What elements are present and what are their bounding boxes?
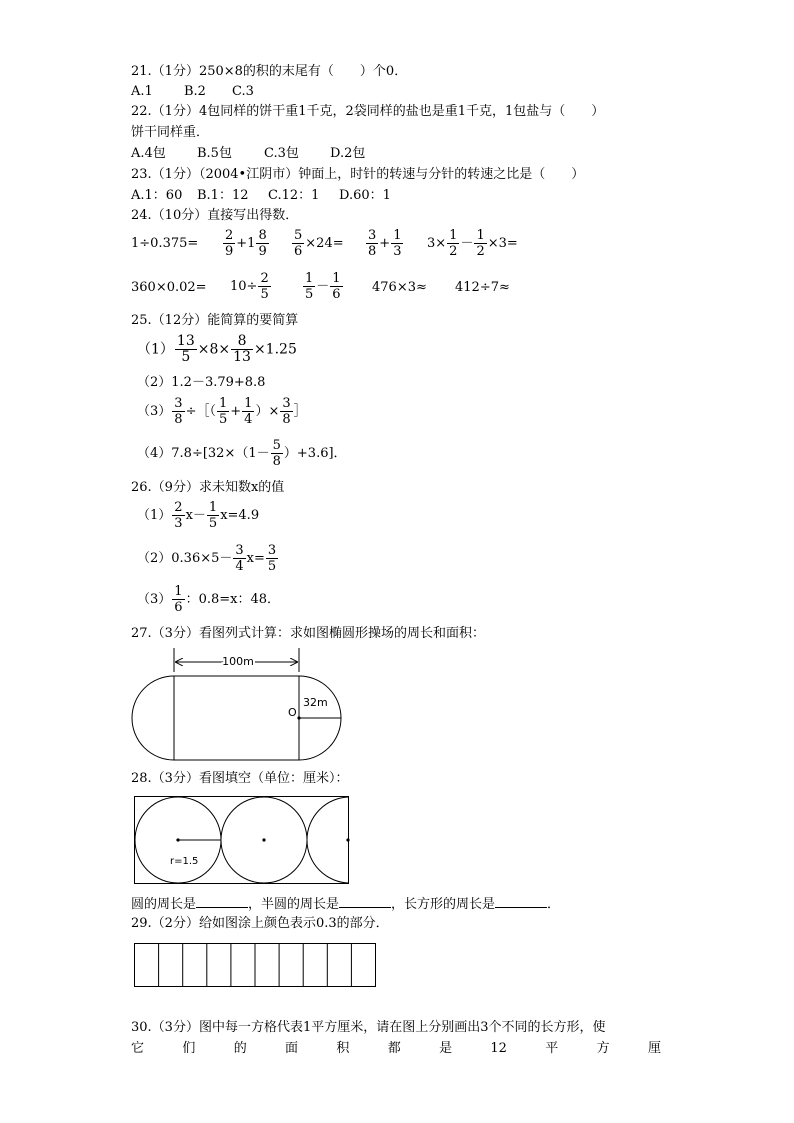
q30-word: 面: [285, 1041, 299, 1056]
q26-p3: （3） $\frac{1}{6}$ ：0.8=x：48．: [137, 584, 281, 615]
stadium-figure: [125, 648, 355, 768]
q22-option-d: D.2包: [330, 146, 366, 161]
q30-word: 厘: [647, 1041, 661, 1056]
q25-p1: （1） $\frac{13}{5}$ ×8× $\frac{8}{13}$ ×1.25: [137, 333, 297, 365]
q23-option-d: D.60：1: [339, 188, 391, 203]
center-dot-3: [346, 838, 349, 841]
q29-title: 29.（2分）给如图涂上颜色表示0.3的部分．: [131, 916, 389, 931]
radius-label: r=1.5: [170, 856, 199, 867]
q25-title: 25.（12分）能简算的要简算: [131, 313, 299, 328]
q30-line2: [131, 1041, 661, 1057]
q24-r1c4: $\frac{3}{8}$ + $\frac{1}{3}$: [368, 228, 402, 259]
q22-stem: 22.（1分）4包同样的饼干重1千克，2袋同样的盐也是重1千克，1包盐与（ ）: [131, 104, 605, 119]
q21-option-c: C.3: [232, 84, 254, 99]
q24-r2c5: 412÷7≈: [455, 280, 510, 295]
center-dot-2: [262, 838, 265, 841]
q24-r1c5: 3× $\frac{1}{2}$ － $\frac{1}{2}$ ×3=: [427, 228, 518, 259]
strip-figure: [134, 943, 377, 988]
q28-title: 28.（3分）看图填空（单位：厘米）：: [131, 771, 349, 786]
q23-stem: 23.（1分）（2004•江阴市）钟面上，时针的转速与分针的转速之比是（ ）: [131, 167, 585, 182]
q22-stem-cont: 饼干同样重．: [131, 125, 210, 140]
q22-option-c: C.3包: [264, 146, 299, 161]
q26-p2: （2）0.36×5－ $\frac{3}{4}$ x= $\frac{3}{5}$: [137, 543, 277, 574]
radius-label: 32m: [303, 696, 328, 709]
q21-option-b: B.2: [184, 84, 206, 99]
q30-word: 们: [182, 1041, 196, 1056]
q24-r2c4: 476×3≈: [372, 280, 427, 295]
q30-word: 它: [131, 1041, 145, 1056]
q24-title: 24.（10分）直接写出得数．: [131, 208, 299, 223]
q21-option-a: A.1: [131, 84, 153, 99]
blank-rectangle-perimeter[interactable]: [495, 895, 547, 908]
q24-r2c3: $\frac{1}{5}$ － $\frac{1}{6}$: [305, 271, 341, 302]
center-dot: [297, 716, 300, 719]
q30-word: 的: [233, 1041, 247, 1056]
q28-fill-line: 圆的周长是 ，半圆的周长是 ，长方形的周长是 ．: [131, 897, 561, 912]
q26-p1: （1） $\frac{2}{3}$ x－ $\frac{1}{5}$ x=4.9: [137, 500, 260, 531]
q25-p2: （2）1.2－3.79+8.8: [137, 375, 266, 390]
blank-semicircle-perimeter[interactable]: [339, 895, 391, 908]
q24-r2c2: 10÷ $\frac{2}{5}$: [230, 271, 269, 302]
q30-line1: 30.（3分）图中每一方格代表1平方厘米，请在图上分别画出3个不同的长方形，使: [131, 1020, 606, 1035]
q23-option-b: B.1：12: [197, 188, 249, 203]
q24-r1c3: $\frac{5}{6}$ ×24=: [294, 228, 344, 259]
q23-option-a: A.1：60: [131, 188, 183, 203]
q30-word: 积: [336, 1041, 350, 1056]
q23-option-c: C.12：1: [268, 188, 320, 203]
q22-option-b: B.5包: [197, 146, 232, 161]
q30-word: 是: [439, 1041, 453, 1056]
circles-figure: [134, 796, 352, 886]
center-label: O: [288, 706, 297, 719]
outer-rectangle: [135, 797, 349, 884]
length-label: 100m: [222, 655, 254, 668]
q22-option-a: A.4包: [131, 146, 166, 161]
q30-word: 方: [596, 1041, 610, 1056]
q25-p4: （4）7.8÷[32×（1－ $\frac{5}{8}$ ）+3.6]．: [137, 438, 347, 469]
q21-stem: 21.（1分）250×8的积的末尾有（ ）个0．: [131, 64, 408, 79]
center-dot-1: [176, 838, 179, 841]
blank-circle-circumference[interactable]: [196, 895, 248, 908]
q27-title: 27.（3分）看图列式计算：求如图椭圆形操场的周长和面积：: [131, 626, 485, 641]
q25-p3: （3） $\frac{3}{8}$ ÷［（ $\frac{1}{5}$ + $\frac{1}{4}$ ）× $\frac{3}{8}$ ］: [137, 396, 307, 427]
q30-word: 平: [545, 1041, 559, 1056]
half-circle: [307, 797, 352, 883]
q24-r2c1: 360×0.02=: [131, 280, 207, 295]
q24-r1c2: $\frac{2}{9}$ +1 $\frac{8}{9}$: [225, 228, 267, 259]
q24-r1c1: 1÷0.375=: [131, 236, 199, 251]
q30-word: 12: [490, 1041, 507, 1056]
q30-word: 都: [387, 1041, 401, 1056]
q26-title: 26.（9分）求未知数x的值: [131, 480, 285, 495]
